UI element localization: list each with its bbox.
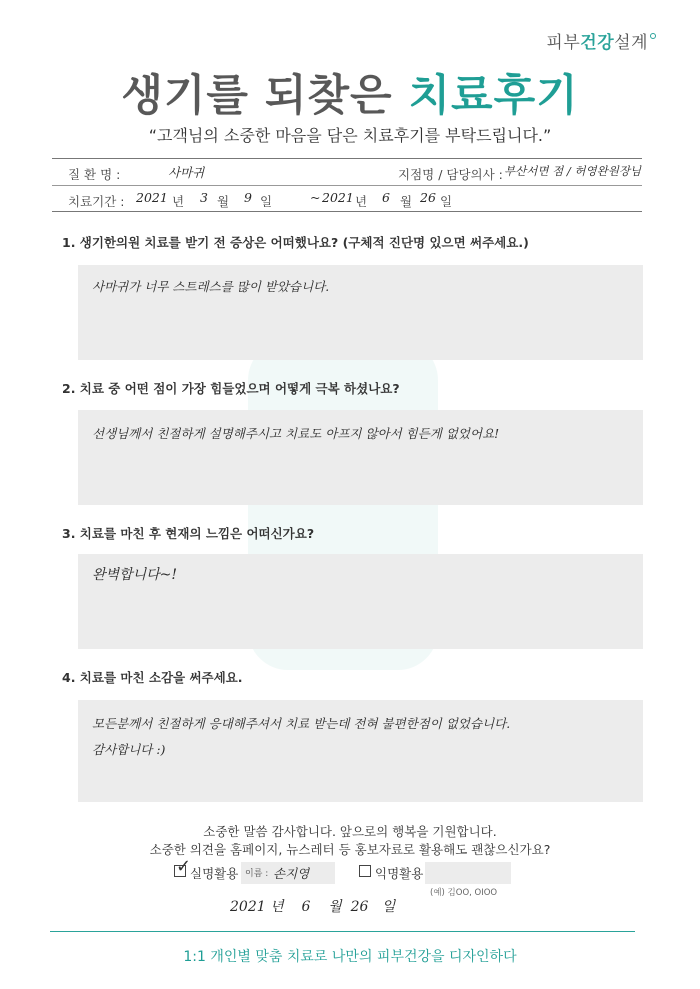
closing-line-2: 소중한 의견을 홈페이지, 뉴스레터 등 홍보자료로 활용해도 괜찮으신가요? — [149, 842, 551, 857]
name-field-label: 이름 : — [245, 869, 269, 879]
answer-1-text: 사마귀가 너무 스트레스를 많이 받았습니다. — [92, 279, 330, 294]
anonymous-name-field[interactable] — [425, 862, 511, 884]
end-year-unit: 년 — [355, 194, 368, 209]
end-month: 6 — [382, 190, 390, 205]
disease-value: 사마귀 — [168, 165, 205, 180]
answer-box-2 — [78, 410, 643, 505]
answer-2-text: 선생님께서 친절하게 설명해주시고 치료도 아프지 않아서 힘든게 없었어요! — [92, 426, 500, 441]
answer-box-1 — [78, 265, 643, 360]
signed-year-unit: 년 — [270, 899, 284, 915]
period-label: 치료기간 : — [68, 194, 125, 209]
question-4: 4. 치료를 마친 소감을 써주세요. — [62, 670, 243, 685]
page-subtitle: “고객님의 소중한 마음을 담은 치료후기를 부탁드립니다.” — [148, 126, 552, 145]
footer-divider — [50, 931, 635, 932]
brand-suffix: 설계 — [614, 33, 648, 53]
start-month: 3 — [200, 190, 208, 205]
answer-box-4 — [78, 700, 643, 802]
end-year: 2021 — [322, 190, 354, 205]
disease-label: 질 환 명 : — [68, 167, 121, 182]
branch-label: 지점명 / 담당의사 : — [398, 167, 503, 182]
answer-box-3 — [78, 554, 643, 649]
question-2: 2. 치료 중 어떤 점이 가장 힘들었으며 어떻게 극복 하셨나요? — [62, 381, 400, 396]
anonymous-label: 익명활용 — [375, 866, 424, 881]
info-table — [52, 158, 642, 212]
start-day-unit: 일 — [260, 194, 273, 209]
info-row-disease — [52, 159, 642, 186]
brand-dot-icon — [650, 33, 656, 39]
start-year: 2021 — [136, 190, 168, 205]
end-day-unit: 일 — [440, 194, 453, 209]
end-day: 26 — [420, 190, 436, 205]
name-field[interactable] — [241, 862, 335, 884]
closing-line-1: 소중한 말씀 감사합니다. 앞으로의 행복을 기원합니다. — [203, 824, 497, 839]
consent-row — [0, 856, 700, 884]
question-3: 3. 치료를 마친 후 현재의 느낌은 어떠신가요? — [62, 526, 315, 541]
signed-month-unit: 월 — [328, 899, 342, 915]
answer-4-line2: 감사합니다 :) — [92, 742, 166, 757]
signed-day: 26 — [350, 899, 369, 915]
name-example: (예) 김OO, OIOO — [430, 888, 498, 898]
footer-slogan: 1:1 개인별 맞춤 치료로 나만의 피부건강을 디자인하다 — [183, 949, 517, 965]
answer-4-line1: 모든분께서 친절하게 응대해주셔서 치료 받는데 전혀 불편한점이 없었습니다. — [92, 716, 511, 731]
period-tilde: ~ — [310, 190, 321, 205]
brand-prefix: 피부 — [546, 33, 581, 53]
signed-month: 6 — [301, 899, 311, 915]
brand-highlight: 건강 — [580, 33, 615, 53]
start-month-unit: 월 — [217, 194, 230, 209]
check-mark-icon: ✓ — [176, 856, 192, 877]
signed-date — [230, 896, 395, 916]
real-name-label: 실명활용 — [190, 866, 239, 881]
question-1: 1. 생기한의원 치료를 받기 전 증상은 어떠했나요? (구체적 진단명 있으면 써주세요.) — [62, 235, 529, 250]
info-row-period — [52, 186, 642, 213]
start-year-unit: 년 — [172, 194, 185, 209]
brand-logo — [546, 28, 656, 53]
anonymous-checkbox[interactable] — [359, 865, 371, 877]
signed-year: 2021 — [230, 899, 266, 915]
page-title — [0, 62, 700, 123]
start-day: 9 — [244, 190, 252, 205]
title-accent: 치료후기 — [408, 71, 579, 121]
signed-day-unit: 일 — [381, 899, 396, 915]
name-value: 손지영 — [273, 866, 310, 881]
answer-3-text: 완벽합니다~! — [92, 567, 177, 583]
end-month-unit: 월 — [400, 194, 413, 209]
title-main: 생기를 되찾은 — [121, 71, 393, 121]
branch-value: 부산서면 점 / 허영완원장님 — [504, 164, 642, 178]
